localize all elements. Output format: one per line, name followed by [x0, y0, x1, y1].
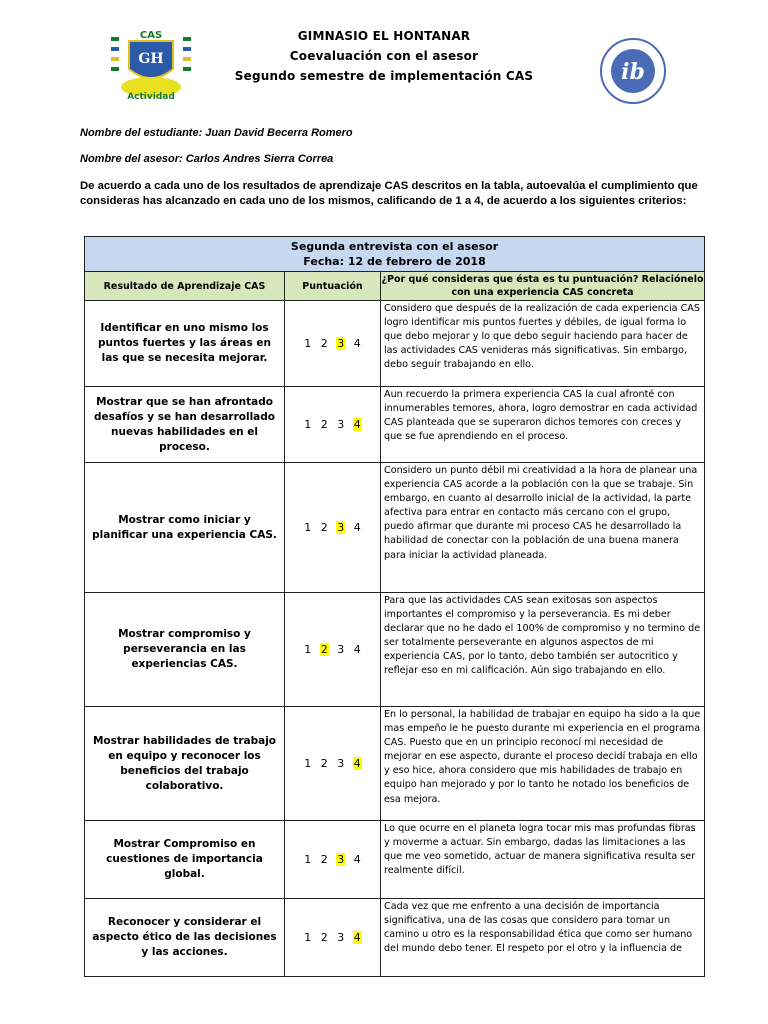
table-row [85, 463, 705, 593]
score-option: 4 [353, 337, 361, 350]
column-header-reason: ¿Por qué consideras que ésta es tu puntuación? Relaciónelo con una experiencia CAS concreta [381, 272, 705, 301]
reason-text: Considero un punto débil mi creatividad a la hora de planear una experiencia CAS acorde a la población con la que se trabaje. Sin embargo, en cuanto al desarrollo inicial de la actividad, la parte afectiva para entrar en contacto más cercano con el grupo, puedo afirmar que durante mi proceso CAS he desarrollado la habilidad de conectar con la población de una buena manera para iniciar la actividad planeada. [381, 463, 705, 593]
selected-score: 4 [353, 931, 361, 944]
score-option: 1 [304, 418, 312, 431]
score-option: 4 [353, 521, 361, 534]
reason-text: Para que las actividades CAS sean exitosas son aspectos importantes el compromiso y la perseverancia. Es mi deber declarar que no he dado el 100% de compromiso y no termino de ser totalmente perseverante en algunos aspectos de mi experiencia CAS, por lo tanto, debo también ser autocritico y reflejar eso en mi calificación. Aún sigo trabajando en ello. [381, 593, 705, 707]
learning-outcome: Reconocer y considerar el aspecto ético de las decisiones y las acciones. [85, 899, 285, 977]
score-option: 4 [353, 853, 361, 866]
reason-text: En lo personal, la habilidad de trabajar en equipo ha sido a la que mas empeño le he puesto durante mi experiencia en el programa CAS. Puesto que en un principio reconocí mi necesidad de mejorar en ese aspecto, durante el proceso decidí trabaja en ello y eso hice, ahora considero que mis habilidades de trabajo en equipo han mejorado y por lo tanto he notado los beneficios de esa mejora. [381, 707, 705, 821]
learning-outcome: Mostrar habilidades de trabajo en equipo y reconocer los beneficios del trabajo colaborativo. [85, 707, 285, 821]
table-row [85, 301, 705, 387]
score-option: 1 [304, 931, 312, 944]
score-option: 2 [320, 521, 328, 534]
table-row [85, 593, 705, 707]
column-header-outcome: Resultado de Aprendizaje CAS [85, 272, 285, 301]
school-name: GIMNASIO EL HONTANAR [297, 29, 471, 43]
gh-monogram: GH [138, 51, 164, 67]
cas-logo [107, 27, 195, 103]
actividad-text: Actividad [127, 92, 175, 102]
score-option: 1 [304, 337, 312, 350]
score-option: 3 [337, 643, 345, 656]
table-row [85, 387, 705, 463]
table-row [85, 899, 705, 977]
cas-logo-text: CAS [139, 30, 163, 41]
reason-text: Cada vez que me enfrento a una decisión de importancia significativa, una de las cosas que considero para tomar un camino u otro es la responsabilidad ética que como ser humano del mundo debo tener. El respeto por el otro y la influencia de [381, 899, 705, 977]
score-cell [285, 821, 381, 899]
selected-score: 2 [320, 643, 328, 656]
instructions: De acuerdo a cada uno de los resultados de aprendizaje CAS descritos en la tabla, autoevalúa el cumplimiento que consideras has alcanzado en cada uno de los mismos, calificando de 1 a 4, de acuerdo a los siguientes criterios: [80, 180, 698, 207]
score-option: 2 [320, 418, 328, 431]
score-option: 2 [320, 853, 328, 866]
ib-logo [597, 35, 669, 107]
selected-score: 4 [353, 418, 361, 431]
score-option: 1 [304, 853, 312, 866]
score-cell [285, 707, 381, 821]
reason-text: Lo que ocurre en el planeta logra tocar mis mas profundas fibras y moverme a actuar. Sin embargo, dadas las limitaciones a las que me veo sometido, actuar de manera significativa resulta ser realmente difícil. [381, 821, 705, 899]
learning-outcome: Identificar en uno mismo los puntos fuertes y las áreas en las que se necesita mejorar. [85, 301, 285, 387]
selected-score: 3 [337, 337, 345, 350]
score-option: 2 [320, 931, 328, 944]
score-option: 1 [304, 757, 312, 770]
score-cell [285, 387, 381, 463]
learning-outcome: Mostrar Compromiso en cuestiones de importancia global. [85, 821, 285, 899]
table-row [85, 707, 705, 821]
advisor-name: Nombre del asesor: Carlos Andres Sierra Correa [80, 153, 334, 165]
score-cell [285, 899, 381, 977]
interview-date: Fecha: 12 de febrero de 2018 [303, 255, 486, 268]
table-title-cell [85, 237, 705, 272]
learning-outcome: Mostrar que se han afrontado desafíos y se han desarrollado nuevas habilidades en el proceso. [85, 387, 285, 463]
score-option: 3 [337, 418, 345, 431]
evaluation-table [84, 236, 705, 977]
score-cell [285, 463, 381, 593]
score-option: 1 [304, 521, 312, 534]
score-option: 3 [337, 931, 345, 944]
score-option: 4 [353, 643, 361, 656]
document-subtitle: Coevaluación con el asesor [289, 49, 479, 63]
score-cell [285, 593, 381, 707]
selected-score: 3 [337, 521, 345, 534]
score-option: 2 [320, 337, 328, 350]
ib-monogram: ib [621, 59, 645, 85]
selected-score: 4 [353, 757, 361, 770]
column-header-score: Puntuación [285, 272, 381, 301]
score-option: 2 [320, 757, 328, 770]
score-option: 3 [337, 757, 345, 770]
interview-title: Segunda entrevista con el asesor [290, 240, 499, 253]
document-semester: Segundo semestre de implementación CAS [234, 69, 534, 83]
student-name: Nombre del estudiante: Juan David Becerra Romero [80, 127, 353, 139]
learning-outcome: Mostrar compromiso y perseverancia en las experiencias CAS. [85, 593, 285, 707]
table-row [85, 821, 705, 899]
score-cell [285, 301, 381, 387]
learning-outcome: Mostrar como iniciar y planificar una experiencia CAS. [85, 463, 285, 593]
reason-text: Aun recuerdo la primera experiencia CAS la cual afronté con innumerables temores, ahora, logro demostrar en cada actividad CAS planteada que se superaron dichos temores con creces y que se fue aprendiendo en el proceso. [381, 387, 705, 463]
selected-score: 3 [337, 853, 345, 866]
score-option: 1 [304, 643, 312, 656]
reason-text: Considero que después de la realización de cada experiencia CAS logro identificar mis puntos fuertes y débiles, de igual forma lo que debo mejorar y lo que debo seguir haciendo para hacer de las actividades CAS venideras más significativas. Sin embargo, debo seguir trabajando en ello. [381, 301, 705, 387]
